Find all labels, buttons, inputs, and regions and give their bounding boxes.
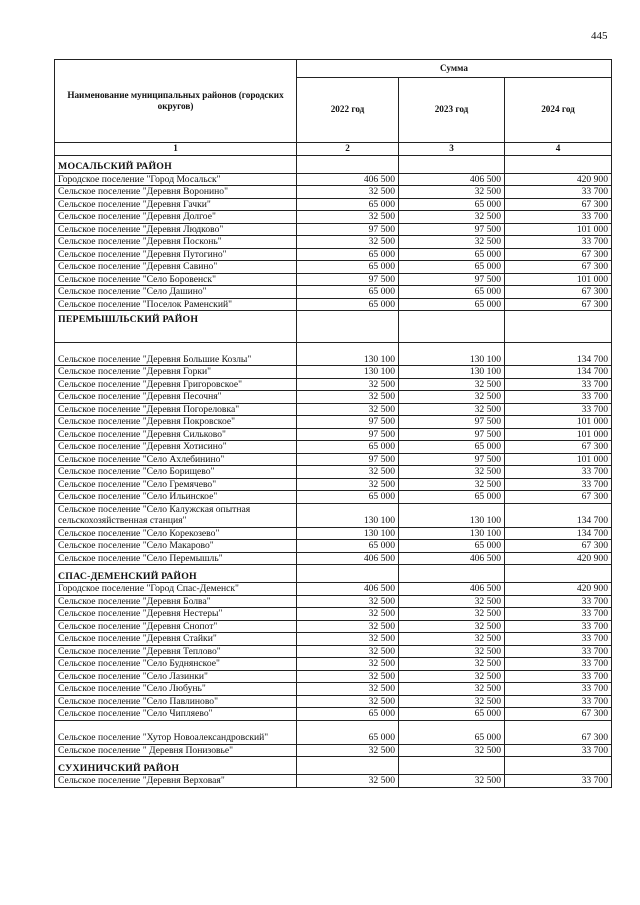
amount-2023: 32 500: [399, 236, 505, 249]
empty-cell: [505, 565, 612, 583]
amount-2024: 67 300: [505, 261, 612, 274]
amount-2023: 97 500: [399, 428, 505, 441]
amount-2023: 65 000: [399, 540, 505, 553]
amount-2022: 32 500: [297, 186, 399, 199]
amount-2023: 65 000: [399, 708, 505, 721]
amount-2022: 65 000: [297, 286, 399, 299]
table-row: [55, 552, 612, 565]
amount-2024: 101 000: [505, 273, 612, 286]
empty-cell: [505, 155, 612, 173]
settlement-name: Сельское поселение "Хутор Новоалександровский": [55, 720, 297, 744]
amount-2024: 33 700: [505, 633, 612, 646]
amount-2024: 33 700: [505, 695, 612, 708]
settlement-name: Сельское поселение " Деревня Понизовье": [55, 744, 297, 757]
amount-2024: 67 300: [505, 286, 612, 299]
amount-2023: 65 000: [399, 248, 505, 261]
table-row: [55, 775, 612, 788]
settlement-name: Городское поселение "Город Спас-Деменск": [55, 583, 297, 596]
amount-2022: 32 500: [297, 645, 399, 658]
table-row: [55, 261, 612, 274]
amount-2022: 130 100: [297, 527, 399, 540]
settlement-name: Сельское поселение "Поселок Раменский": [55, 298, 297, 311]
amount-2024: 33 700: [505, 608, 612, 621]
amount-2022: 97 500: [297, 223, 399, 236]
table-row: [55, 298, 612, 311]
budget-table: [54, 59, 612, 788]
settlement-name: Сельское поселение "Село Боровенск": [55, 273, 297, 286]
amount-2022: 32 500: [297, 744, 399, 757]
amount-2024: 134 700: [505, 527, 612, 540]
amount-2023: 406 500: [399, 583, 505, 596]
settlement-name: Городское поселение "Город Мосальск": [55, 173, 297, 186]
amount-2022: 406 500: [297, 583, 399, 596]
empty-cell: [297, 155, 399, 173]
settlement-name: Сельское поселение "Деревня Горки": [55, 366, 297, 379]
settlement-name: Сельское поселение "Село Борищево": [55, 466, 297, 479]
settlement-name: Сельское поселение "Деревня Людково": [55, 223, 297, 236]
settlement-name: Сельское поселение "Село Макарово": [55, 540, 297, 553]
header-year-2024: 2024 год: [505, 78, 612, 143]
amount-2022: 32 500: [297, 478, 399, 491]
district-title: СУХИНИЧСКИЙ РАЙОН: [55, 757, 297, 775]
column-number: 2: [297, 143, 399, 156]
table-row: [55, 491, 612, 504]
table-row: [55, 236, 612, 249]
empty-cell: [399, 311, 505, 343]
amount-2024: 33 700: [505, 466, 612, 479]
settlement-name: Сельское поселение "Деревня Сильково": [55, 428, 297, 441]
settlement-name: Сельское поселение "Село Буднянское": [55, 658, 297, 671]
settlement-name: Сельское поселение "Деревня Стайки": [55, 633, 297, 646]
header-row: [55, 60, 612, 78]
amount-2024: 134 700: [505, 366, 612, 379]
amount-2024: 420 900: [505, 552, 612, 565]
amount-2023: 406 500: [399, 552, 505, 565]
district-row: [55, 757, 612, 775]
settlement-name: Сельское поселение "Деревня Григоровское": [55, 378, 297, 391]
amount-2024: 101 000: [505, 223, 612, 236]
table-row: [55, 708, 612, 721]
amount-2024: 101 000: [505, 428, 612, 441]
table-row: [55, 744, 612, 757]
amount-2023: 32 500: [399, 775, 505, 788]
table-row: [55, 583, 612, 596]
amount-2024: 33 700: [505, 478, 612, 491]
settlement-name: Сельское поселение "Деревня Савино": [55, 261, 297, 274]
settlement-name: Сельское поселение "Деревня Покровское": [55, 416, 297, 429]
amount-2022: 32 500: [297, 236, 399, 249]
amount-2023: 32 500: [399, 595, 505, 608]
amount-2022: 97 500: [297, 453, 399, 466]
amount-2022: 65 000: [297, 248, 399, 261]
amount-2024: 33 700: [505, 403, 612, 416]
amount-2022: 406 500: [297, 173, 399, 186]
settlement-name: Сельское поселение "Деревня Болва": [55, 595, 297, 608]
amount-2022: 65 000: [297, 198, 399, 211]
amount-2022: 32 500: [297, 670, 399, 683]
settlement-name: Сельское поселение "Село Павлиново": [55, 695, 297, 708]
district-title: МОСАЛЬСКИЙ РАЙОН: [55, 155, 297, 173]
amount-2023: 32 500: [399, 658, 505, 671]
amount-2023: 32 500: [399, 608, 505, 621]
table-row: [55, 540, 612, 553]
amount-2023: 130 100: [399, 366, 505, 379]
amount-2023: 130 100: [399, 503, 505, 527]
table-row: [55, 173, 612, 186]
header-sum: Сумма: [297, 60, 612, 78]
table-row: [55, 478, 612, 491]
amount-2022: 32 500: [297, 466, 399, 479]
amount-2022: 406 500: [297, 552, 399, 565]
table-row: [55, 658, 612, 671]
amount-2022: 65 000: [297, 540, 399, 553]
amount-2022: 65 000: [297, 491, 399, 504]
amount-2024: 33 700: [505, 645, 612, 658]
amount-2024: 33 700: [505, 595, 612, 608]
table-row: [55, 645, 612, 658]
amount-2023: 65 000: [399, 298, 505, 311]
header-year-2023: 2023 год: [399, 78, 505, 143]
amount-2024: 33 700: [505, 186, 612, 199]
amount-2023: 97 500: [399, 273, 505, 286]
table-row: [55, 695, 612, 708]
amount-2023: 32 500: [399, 744, 505, 757]
empty-cell: [297, 565, 399, 583]
amount-2022: 32 500: [297, 695, 399, 708]
table-row: [55, 620, 612, 633]
amount-2023: 32 500: [399, 403, 505, 416]
district-row: [55, 311, 612, 343]
table-row: [55, 453, 612, 466]
amount-2022: 97 500: [297, 273, 399, 286]
table-row: [55, 720, 612, 744]
amount-2023: 32 500: [399, 633, 505, 646]
empty-cell: [297, 311, 399, 343]
district-row: [55, 155, 612, 173]
district-title: ПЕРЕМЫШЛЬСКИЙ РАЙОН: [55, 311, 297, 343]
table-row: [55, 343, 612, 366]
amount-2022: 130 100: [297, 366, 399, 379]
settlement-name: Сельское поселение "Деревня Путогино": [55, 248, 297, 261]
amount-2023: 32 500: [399, 695, 505, 708]
column-number: 3: [399, 143, 505, 156]
settlement-name: Сельское поселение "Деревня Посконь": [55, 236, 297, 249]
settlement-name: Сельское поселение "Деревня Воронино": [55, 186, 297, 199]
settlement-name: Сельское поселение "Село Чипляево": [55, 708, 297, 721]
amount-2024: 67 300: [505, 540, 612, 553]
amount-2023: 32 500: [399, 478, 505, 491]
amount-2024: 67 300: [505, 720, 612, 744]
amount-2022: 65 000: [297, 708, 399, 721]
table-row: [55, 366, 612, 379]
empty-cell: [399, 565, 505, 583]
amount-2024: 134 700: [505, 343, 612, 366]
amount-2024: 67 300: [505, 491, 612, 504]
amount-2022: 32 500: [297, 658, 399, 671]
amount-2024: 67 300: [505, 198, 612, 211]
table-row: [55, 633, 612, 646]
amount-2022: 130 100: [297, 343, 399, 366]
amount-2022: 32 500: [297, 391, 399, 404]
settlement-name: Сельское поселение "Село Корекозево": [55, 527, 297, 540]
amount-2023: 130 100: [399, 527, 505, 540]
settlement-name: Сельское поселение "Деревня Снопот": [55, 620, 297, 633]
table-row: [55, 527, 612, 540]
amount-2024: 101 000: [505, 416, 612, 429]
settlement-name: Сельское поселение "Деревня Верховая": [55, 775, 297, 788]
column-number: 1: [55, 143, 297, 156]
amount-2024: 33 700: [505, 670, 612, 683]
table-row: [55, 595, 612, 608]
settlement-name: Сельское поселение "Деревня Погореловка": [55, 403, 297, 416]
table-row: [55, 503, 612, 527]
amount-2023: 65 000: [399, 286, 505, 299]
amount-2023: 32 500: [399, 670, 505, 683]
table-row: [55, 186, 612, 199]
amount-2023: 130 100: [399, 343, 505, 366]
amount-2022: 130 100: [297, 503, 399, 527]
amount-2024: 67 300: [505, 298, 612, 311]
amount-2023: 65 000: [399, 261, 505, 274]
table-row: [55, 211, 612, 224]
amount-2023: 32 500: [399, 186, 505, 199]
amount-2023: 32 500: [399, 620, 505, 633]
amount-2023: 65 000: [399, 441, 505, 454]
amount-2024: 101 000: [505, 453, 612, 466]
amount-2024: 33 700: [505, 620, 612, 633]
amount-2022: 32 500: [297, 620, 399, 633]
table-row: [55, 608, 612, 621]
table-row: [55, 198, 612, 211]
amount-2023: 65 000: [399, 198, 505, 211]
table-row: [55, 683, 612, 696]
table-row: [55, 223, 612, 236]
settlement-name: Сельское поселение "Село Гремячево": [55, 478, 297, 491]
settlement-name: Сельское поселение "Деревня Нестеры": [55, 608, 297, 621]
amount-2022: 65 000: [297, 720, 399, 744]
empty-cell: [399, 155, 505, 173]
district-row: [55, 565, 612, 583]
table-row: [55, 273, 612, 286]
table-row: [55, 378, 612, 391]
amount-2023: 32 500: [399, 391, 505, 404]
empty-cell: [399, 757, 505, 775]
settlement-name: Сельское поселение "Село Перемышль": [55, 552, 297, 565]
table-body: [55, 155, 612, 787]
amount-2023: 65 000: [399, 720, 505, 744]
column-number: 4: [505, 143, 612, 156]
settlement-name: Сельское поселение "Село Любунь": [55, 683, 297, 696]
page-number: 445: [591, 30, 608, 42]
amount-2023: 32 500: [399, 211, 505, 224]
amount-2023: 32 500: [399, 683, 505, 696]
amount-2022: 32 500: [297, 608, 399, 621]
header-name-column: Наименование муниципальных районов (городских округов): [55, 60, 297, 143]
amount-2023: 406 500: [399, 173, 505, 186]
table-row: [55, 670, 612, 683]
amount-2022: 97 500: [297, 428, 399, 441]
amount-2024: 420 900: [505, 583, 612, 596]
amount-2022: 65 000: [297, 441, 399, 454]
amount-2024: 33 700: [505, 378, 612, 391]
amount-2024: 33 700: [505, 683, 612, 696]
amount-2022: 65 000: [297, 298, 399, 311]
amount-2022: 32 500: [297, 378, 399, 391]
settlement-name: Сельское поселение "Деревня Теплово": [55, 645, 297, 658]
settlement-name: Сельское поселение "Село Ильинское": [55, 491, 297, 504]
amount-2024: 33 700: [505, 744, 612, 757]
column-numbers-row: [55, 143, 612, 156]
table-row: [55, 428, 612, 441]
amount-2022: 65 000: [297, 261, 399, 274]
settlement-name: Сельское поселение "Деревня Хотисино": [55, 441, 297, 454]
amount-2023: 32 500: [399, 378, 505, 391]
table-row: [55, 441, 612, 454]
amount-2022: 32 500: [297, 403, 399, 416]
amount-2024: 33 700: [505, 236, 612, 249]
amount-2022: 32 500: [297, 683, 399, 696]
amount-2023: 32 500: [399, 466, 505, 479]
amount-2024: 67 300: [505, 708, 612, 721]
amount-2022: 32 500: [297, 633, 399, 646]
settlement-name: Сельское поселение "Село Ахлебинино": [55, 453, 297, 466]
amount-2024: 67 300: [505, 441, 612, 454]
table-row: [55, 416, 612, 429]
table-row: [55, 403, 612, 416]
amount-2022: 97 500: [297, 416, 399, 429]
settlement-name: Сельское поселение "Деревня Гачки": [55, 198, 297, 211]
settlement-name: Сельское поселение "Деревня Большие Козлы": [55, 343, 297, 366]
amount-2022: 32 500: [297, 211, 399, 224]
amount-2023: 97 500: [399, 416, 505, 429]
amount-2024: 33 700: [505, 775, 612, 788]
table-row: [55, 466, 612, 479]
amount-2023: 97 500: [399, 453, 505, 466]
amount-2022: 32 500: [297, 775, 399, 788]
amount-2023: 32 500: [399, 645, 505, 658]
table-row: [55, 391, 612, 404]
amount-2022: 32 500: [297, 595, 399, 608]
amount-2024: 33 700: [505, 658, 612, 671]
district-title: СПАС-ДЕМЕНСКИЙ РАЙОН: [55, 565, 297, 583]
empty-cell: [297, 757, 399, 775]
amount-2023: 97 500: [399, 223, 505, 236]
amount-2024: 67 300: [505, 248, 612, 261]
amount-2024: 33 700: [505, 211, 612, 224]
empty-cell: [505, 757, 612, 775]
amount-2023: 65 000: [399, 491, 505, 504]
empty-cell: [505, 311, 612, 343]
header-year-2022: 2022 год: [297, 78, 399, 143]
settlement-name: Сельское поселение "Село Лазинки": [55, 670, 297, 683]
settlement-name: Сельское поселение "Село Дашино": [55, 286, 297, 299]
settlement-name: Сельское поселение "Деревня Песочня": [55, 391, 297, 404]
table-row: [55, 286, 612, 299]
table-row: [55, 248, 612, 261]
settlement-name: Сельское поселение "Село Калужская опытная сельскохозяйственная станция": [55, 503, 297, 527]
amount-2024: 33 700: [505, 391, 612, 404]
amount-2024: 134 700: [505, 503, 612, 527]
amount-2024: 420 900: [505, 173, 612, 186]
settlement-name: Сельское поселение "Деревня Долгое": [55, 211, 297, 224]
